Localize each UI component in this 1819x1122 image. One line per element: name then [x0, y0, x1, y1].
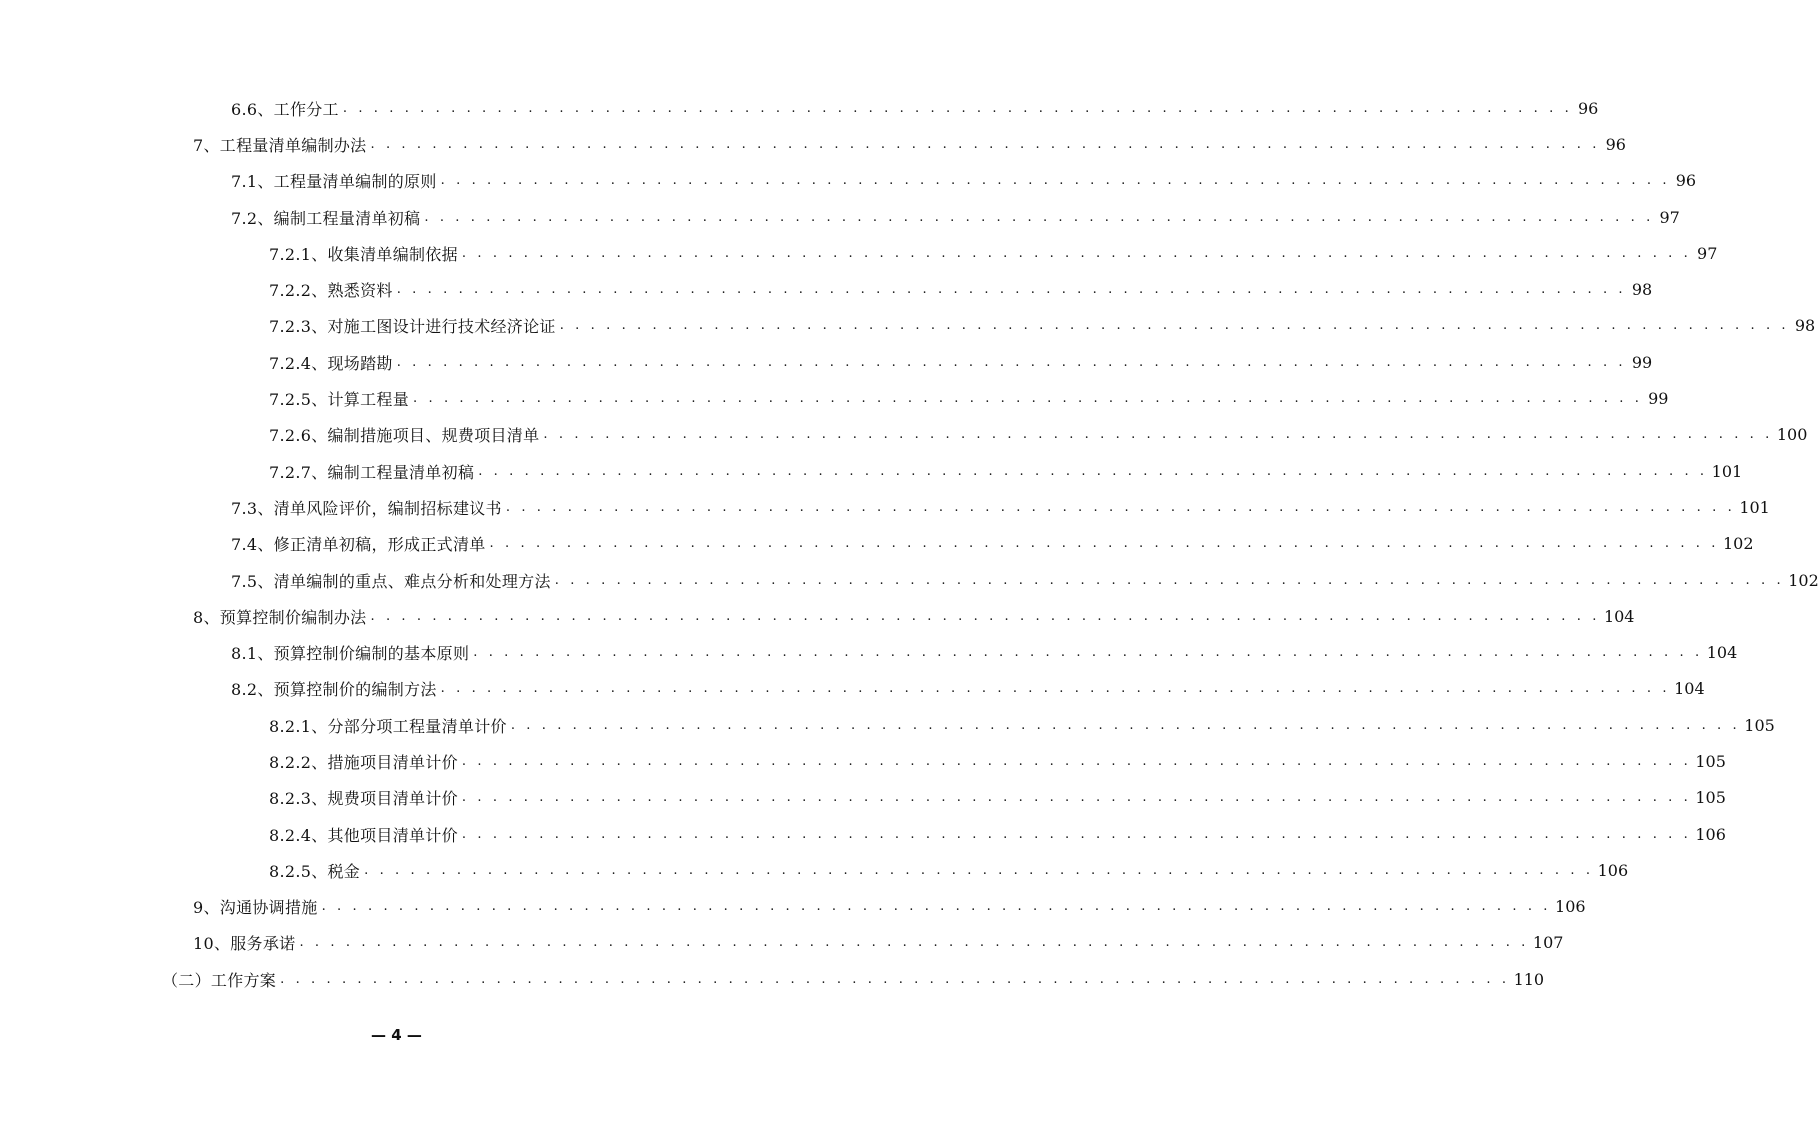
- toc-entry[interactable]: [0, 126, 1626, 162]
- toc-entry-label: 6.6、工作分工: [231, 99, 339, 119]
- toc-entry-label: 7.2.2、熟悉资料: [269, 281, 393, 301]
- toc-entry-label: 10、服务承诺: [193, 934, 296, 954]
- table-of-contents: [0, 90, 1819, 997]
- toc-entry-label: 7.3、清单风险评价，编制招标建议书: [231, 498, 502, 518]
- toc-entry[interactable]: [0, 453, 1743, 489]
- toc-dot-leader: . . . . . . . . . . . . . . . . . . . . . . . . . . . . . . . . . . . . . . . . . . . . . . . . . . . . . . . . . . . . . . . . . . . . . . . . . . . . . . . .: [342, 100, 1573, 116]
- toc-entry-label: 7.2.5、计算工程量: [269, 390, 410, 410]
- toc-entry-label: 8.2.1、分部分项工程量清单计价: [269, 716, 507, 736]
- toc-entry-label: （二）工作方案: [162, 970, 277, 990]
- toc-entry-label: 7.2.6、编制措施项目、规费项目清单: [269, 426, 540, 446]
- toc-dot-leader: . . . . . . . . . . . . . . . . . . . . . . . . . . . . . . . . . . . . . . . . . . . . . . . . . . . . . . . . . . . . . . . . . . . . . . . . . . . . . . . .: [280, 971, 1510, 987]
- toc-entry-page: 110: [1513, 969, 1545, 989]
- toc-entry-page: 106: [1555, 897, 1586, 917]
- toc-entry[interactable]: [0, 163, 1697, 199]
- toc-entry[interactable]: [0, 562, 1819, 598]
- toc-dot-leader: . . . . . . . . . . . . . . . . . . . . . . . . . . . . . . . . . . . . . . . . . . . . . . . . . . . . . . . . . . . . . . . . . . . . . . . . . . . . . . . .: [559, 318, 1790, 334]
- toc-entry[interactable]: [0, 235, 1718, 271]
- toc-entry-label: 7.2.1、收集清单编制依据: [269, 244, 458, 264]
- toc-dot-leader: . . . . . . . . . . . . . . . . . . . . . . . . . . . . . . . . . . . . . . . . . . . . . . . . . . . . . . . . . . . . . . . . . . . . . . . . . . . . . . . .: [364, 862, 1594, 878]
- toc-dot-leader: . . . . . . . . . . . . . . . . . . . . . . . . . . . . . . . . . . . . . . . . . . . . . . . . . . . . . . . . . . . . . . . . . . . . . . . . . . . . . . . .: [413, 391, 1643, 407]
- toc-entry-page: 104: [1674, 679, 1705, 699]
- toc-entry-page: 98: [1631, 280, 1653, 300]
- toc-entry[interactable]: [0, 961, 1545, 997]
- toc-dot-leader: . . . . . . . . . . . . . . . . . . . . . . . . . . . . . . . . . . . . . . . . . . . . . . . . . . . . . . . . . . . . . . . . . . . . . . . . . . . . . . . .: [461, 826, 1692, 842]
- toc-entry[interactable]: [0, 344, 1653, 380]
- toc-entry-page: 98: [1794, 316, 1816, 336]
- toc-entry[interactable]: [0, 489, 1770, 525]
- toc-dot-leader: . . . . . . . . . . . . . . . . . . . . . . . . . . . . . . . . . . . . . . . . . . . . . . . . . . . . . . . . . . . . . . . . . . . . . . . . . . . . . . . .: [299, 935, 1529, 951]
- toc-entry-page: 96: [1605, 134, 1626, 154]
- toc-entry-page: 96: [1577, 98, 1599, 118]
- toc-dot-leader: . . . . . . . . . . . . . . . . . . . . . . . . . . . . . . . . . . . . . . . . . . . . . . . . . . . . . . . . . . . . . . . . . . . . . . . . . . . . . . . .: [478, 463, 1708, 479]
- toc-entry[interactable]: [0, 90, 1599, 126]
- toc-entry-page: 105: [1695, 788, 1726, 808]
- toc-entry-page: 106: [1597, 860, 1629, 880]
- toc-entry[interactable]: [0, 417, 1808, 453]
- page-number: — 4 —: [371, 1026, 422, 1044]
- toc-entry[interactable]: [0, 925, 1564, 961]
- toc-entry[interactable]: [0, 852, 1629, 888]
- toc-entry-page: 99: [1631, 352, 1653, 372]
- toc-entry-page: 97: [1659, 207, 1680, 227]
- toc-entry[interactable]: [0, 889, 1586, 925]
- toc-entry-label: 7.2.4、现场踏勘: [269, 353, 393, 373]
- toc-entry[interactable]: [0, 780, 1726, 816]
- toc-entry[interactable]: [0, 526, 1754, 562]
- toc-dot-leader: . . . . . . . . . . . . . . . . . . . . . . . . . . . . . . . . . . . . . . . . . . . . . . . . . . . . . . . . . . . . . . . . . . . . . . . . . . . . . . . .: [424, 209, 1654, 225]
- toc-entry-page: 101: [1739, 497, 1770, 517]
- toc-entry[interactable]: [0, 634, 1738, 670]
- toc-dot-leader: . . . . . . . . . . . . . . . . . . . . . . . . . . . . . . . . . . . . . . . . . . . . . . . . . . . . . . . . . . . . . . . . . . . . . . . . . . . . . . . .: [396, 282, 1627, 298]
- toc-dot-leader: . . . . . . . . . . . . . . . . . . . . . . . . . . . . . . . . . . . . . . . . . . . . . . . . . . . . . . . . . . . . . . . . . . . . . . . . . . . . . . . .: [505, 499, 1736, 515]
- toc-entry-label: 7、工程量清单编制办法: [193, 135, 367, 155]
- toc-entry-label: 8.1、预算控制价编制的基本原则: [231, 644, 470, 664]
- toc-dot-leader: . . . . . . . . . . . . . . . . . . . . . . . . . . . . . . . . . . . . . . . . . . . . . . . . . . . . . . . . . . . . . . . . . . . . . . . . . . . . . . . .: [370, 136, 1600, 152]
- toc-entry[interactable]: [0, 271, 1653, 307]
- toc-entry[interactable]: [0, 816, 1726, 852]
- toc-entry-label: 7.4、修正清单初稿，形成正式清单: [231, 535, 486, 555]
- toc-entry-page: 96: [1675, 171, 1697, 191]
- toc-entry[interactable]: [0, 380, 1669, 416]
- toc-entry-page: 99: [1648, 389, 1669, 409]
- toc-entry-label: 8、预算控制价编制办法: [193, 607, 367, 627]
- toc-entry-label: 7.2.3、对施工图设计进行技术经济论证: [269, 317, 556, 337]
- toc-entry-label: 8.2、预算控制价的编制方法: [231, 680, 437, 700]
- toc-entry[interactable]: [0, 743, 1726, 779]
- toc-entry-label: 8.2.5、税金: [269, 861, 361, 881]
- toc-entry[interactable]: [0, 671, 1705, 707]
- toc-dot-leader: . . . . . . . . . . . . . . . . . . . . . . . . . . . . . . . . . . . . . . . . . . . . . . . . . . . . . . . . . . . . . . . . . . . . . . . . . . . . . . . .: [321, 899, 1552, 915]
- toc-entry[interactable]: [0, 308, 1816, 344]
- toc-entry-page: 107: [1532, 933, 1564, 953]
- toc-entry-page: 102: [1788, 570, 1819, 590]
- toc-dot-leader: . . . . . . . . . . . . . . . . . . . . . . . . . . . . . . . . . . . . . . . . . . . . . . . . . . . . . . . . . . . . . . . . . . . . . . . . . . . . . . . .: [473, 645, 1703, 661]
- toc-entry-label: 8.2.3、规费项目清单计价: [269, 789, 458, 809]
- toc-dot-leader: . . . . . . . . . . . . . . . . . . . . . . . . . . . . . . . . . . . . . . . . . . . . . . . . . . . . . . . . . . . . . . . . . . . . . . . . . . . . . . . .: [396, 354, 1627, 370]
- toc-entry-label: 8.2.4、其他项目清单计价: [269, 825, 458, 845]
- toc-entry-page: 105: [1744, 715, 1775, 735]
- toc-dot-leader: . . . . . . . . . . . . . . . . . . . . . . . . . . . . . . . . . . . . . . . . . . . . . . . . . . . . . . . . . . . . . . . . . . . . . . . . . . . . . . . .: [370, 608, 1600, 624]
- toc-dot-leader: . . . . . . . . . . . . . . . . . . . . . . . . . . . . . . . . . . . . . . . . . . . . . . . . . . . . . . . . . . . . . . . . . . . . . . . . . . . . . . . .: [510, 717, 1741, 733]
- toc-entry-label: 7.2.7、编制工程量清单初稿: [269, 462, 475, 482]
- toc-entry-label: 9、沟通协调措施: [193, 898, 318, 918]
- toc-dot-leader: . . . . . . . . . . . . . . . . . . . . . . . . . . . . . . . . . . . . . . . . . . . . . . . . . . . . . . . . . . . . . . . . . . . . . . . . . . . . . . . .: [489, 536, 1719, 552]
- toc-dot-leader: . . . . . . . . . . . . . . . . . . . . . . . . . . . . . . . . . . . . . . . . . . . . . . . . . . . . . . . . . . . . . . . . . . . . . . . . . . . . . . . .: [440, 681, 1671, 697]
- toc-entry-page: 106: [1695, 824, 1726, 844]
- toc-dot-leader: . . . . . . . . . . . . . . . . . . . . . . . . . . . . . . . . . . . . . . . . . . . . . . . . . . . . . . . . . . . . . . . . . . . . . . . . . . . . . . . .: [461, 245, 1692, 261]
- toc-entry[interactable]: [0, 598, 1635, 634]
- toc-entry[interactable]: [0, 707, 1775, 743]
- toc-entry-page: 100: [1776, 425, 1808, 445]
- toc-entry-page: 105: [1695, 751, 1726, 771]
- toc-dot-leader: . . . . . . . . . . . . . . . . . . . . . . . . . . . . . . . . . . . . . . . . . . . . . . . . . . . . . . . . . . . . . . . . . . . . . . . . . . . . . . . .: [440, 173, 1671, 189]
- toc-entry-page: 97: [1697, 243, 1718, 263]
- toc-entry-page: 102: [1723, 534, 1754, 554]
- toc-entry-page: 104: [1603, 606, 1635, 626]
- toc-dot-leader: . . . . . . . . . . . . . . . . . . . . . . . . . . . . . . . . . . . . . . . . . . . . . . . . . . . . . . . . . . . . . . . . . . . . . . . . . . . . . . . .: [554, 572, 1785, 588]
- toc-dot-leader: . . . . . . . . . . . . . . . . . . . . . . . . . . . . . . . . . . . . . . . . . . . . . . . . . . . . . . . . . . . . . . . . . . . . . . . . . . . . . . . .: [461, 790, 1692, 806]
- toc-entry-label: 7.5、清单编制的重点、难点分析和处理方法: [231, 571, 551, 591]
- toc-entry[interactable]: [0, 199, 1680, 235]
- toc-entry-label: 7.1、工程量清单编制的原则: [231, 172, 437, 192]
- toc-entry-page: 104: [1706, 643, 1738, 663]
- toc-dot-leader: . . . . . . . . . . . . . . . . . . . . . . . . . . . . . . . . . . . . . . . . . . . . . . . . . . . . . . . . . . . . . . . . . . . . . . . . . . . . . . . .: [543, 427, 1773, 443]
- toc-entry-page: 101: [1711, 461, 1743, 481]
- toc-entry-label: 8.2.2、措施项目清单计价: [269, 752, 458, 772]
- toc-dot-leader: . . . . . . . . . . . . . . . . . . . . . . . . . . . . . . . . . . . . . . . . . . . . . . . . . . . . . . . . . . . . . . . . . . . . . . . . . . . . . . . .: [461, 753, 1692, 769]
- toc-entry-label: 7.2、编制工程量清单初稿: [231, 208, 421, 228]
